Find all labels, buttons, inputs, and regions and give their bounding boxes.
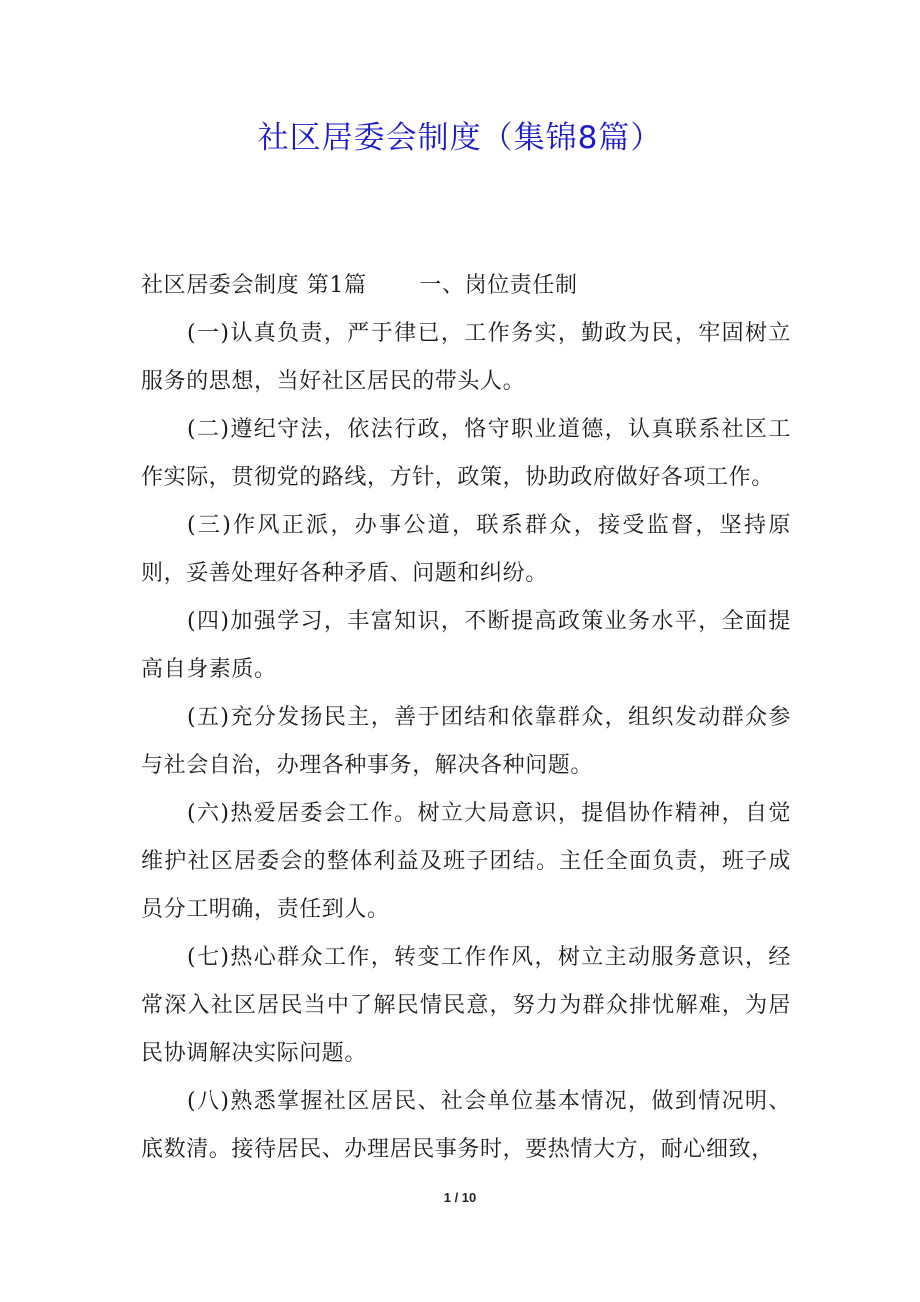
paragraph: (五)充分发扬民主，善于团结和依靠群众，组织发动群众参与社会自治，办理各种事务，解决各种问题。 [141, 705, 791, 778]
paragraph: (八)熟悉掌握社区居民、社会单位基本情况，做到情况明、底数清。接待居民、办理居民事务时，要热情大方，耐心细致， [141, 1089, 791, 1162]
opening-line: 社区居委会制度 第1篇 一、岗位责任制 [141, 273, 578, 298]
paragraph: (四)加强学习，丰富知识，不断提高政策业务水平，全面提高自身素质。 [141, 609, 791, 682]
paragraph: (三)作风正派，办事公道，联系群众，接受监督，坚持原则，妥善处理好各种矛盾、问题和纠纷。 [141, 513, 791, 586]
document-body [141, 262, 791, 1174]
page-number: 1 / 10 [443, 1190, 477, 1205]
paragraph: (六)热爱居委会工作。树立大局意识，提倡协作精神，自觉维护社区居委会的整体利益及班子团结。主任全面负责，班子成员分工明确，责任到人。 [141, 801, 791, 922]
paragraph: (二)遵纪守法，依法行政，恪守职业道德，认真联系社区工作实际，贯彻党的路线，方针，政策，协助政府做好各项工作。 [141, 417, 791, 490]
paragraph: (七)热心群众工作，转变工作作风，树立主动服务意识，经常深入社区居民当中了解民情民意，努力为群众排忧解难，为居民协调解决实际问题。 [141, 945, 791, 1066]
paragraph: (一)认真负责，严于律已，工作务实，勤政为民，牢固树立服务的思想，当好社区居民的带头人。 [141, 321, 791, 394]
document-title: 社区居委会制度（集锦8篇） [257, 120, 663, 156]
